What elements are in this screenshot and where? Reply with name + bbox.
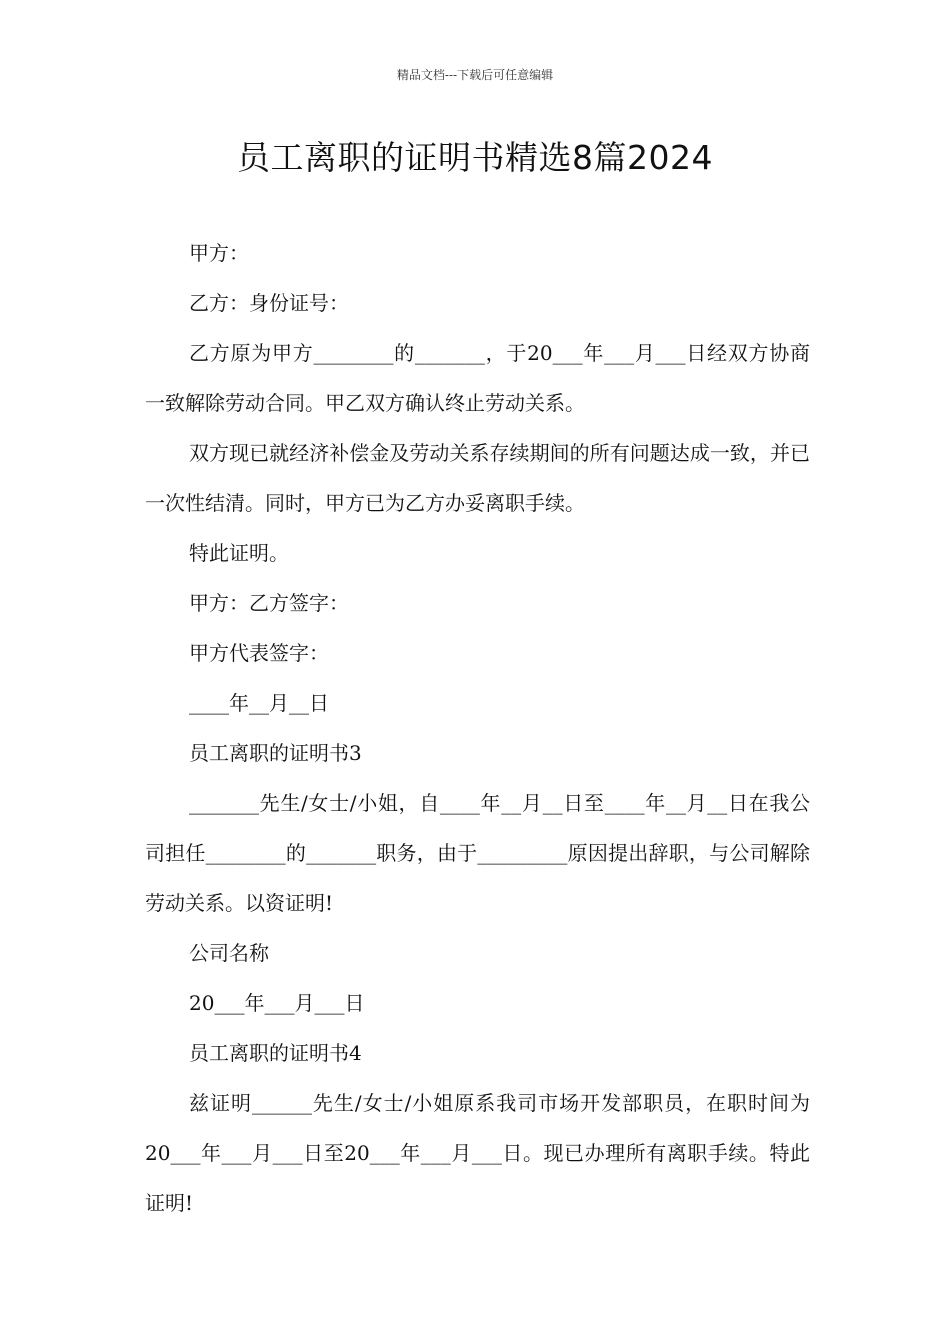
certify-line: 特此证明。 bbox=[189, 541, 289, 565]
date-line-2: 20___年___月___日 bbox=[189, 991, 365, 1015]
date-line: ____年__月__日 bbox=[189, 691, 329, 715]
section-heading-3: 员工离职的证明书3 bbox=[189, 741, 362, 765]
company-name-line: 公司名称 bbox=[189, 941, 269, 965]
paragraph-contract-termination: 乙方原为甲方________的_______，于20___年___月___日经双方协商一致解除劳动合同。甲乙双方确认终止劳动关系。 bbox=[145, 341, 810, 415]
header-note: 精品文档---下载后可任意编辑 bbox=[396, 68, 554, 82]
paragraph-settlement: 双方现已就经济补偿金及劳动关系存续期间的所有问题达成一致，并已一次性结清。同时，甲方已为乙方办妥离职手续。 bbox=[145, 441, 810, 515]
signature-line: 甲方：乙方签字： bbox=[189, 591, 349, 615]
representative-signature-line: 甲方代表签字： bbox=[189, 641, 329, 665]
document-body bbox=[145, 228, 810, 1228]
party-a-line: 甲方： bbox=[189, 241, 249, 265]
party-b-line: 乙方：身份证号： bbox=[189, 291, 349, 315]
paragraph-certificate-4: 兹证明______先生/女士/小姐原系我司市场开发部职员，在职时间为20___年___月___日至20___年___月___日。现已办理所有离职手续。特此证明! bbox=[145, 1091, 810, 1215]
document-title: 员工离职的证明书精选8篇2024 bbox=[237, 138, 713, 177]
section-heading-4: 员工离职的证明书4 bbox=[189, 1041, 362, 1065]
paragraph-certificate-3: _______先生/女士/小姐，自____年__月__日至____年__月__日在我公司担任________的_______职务，由于_________原因提出辞职，与公司解除劳动关系。以资证明! bbox=[145, 791, 810, 915]
